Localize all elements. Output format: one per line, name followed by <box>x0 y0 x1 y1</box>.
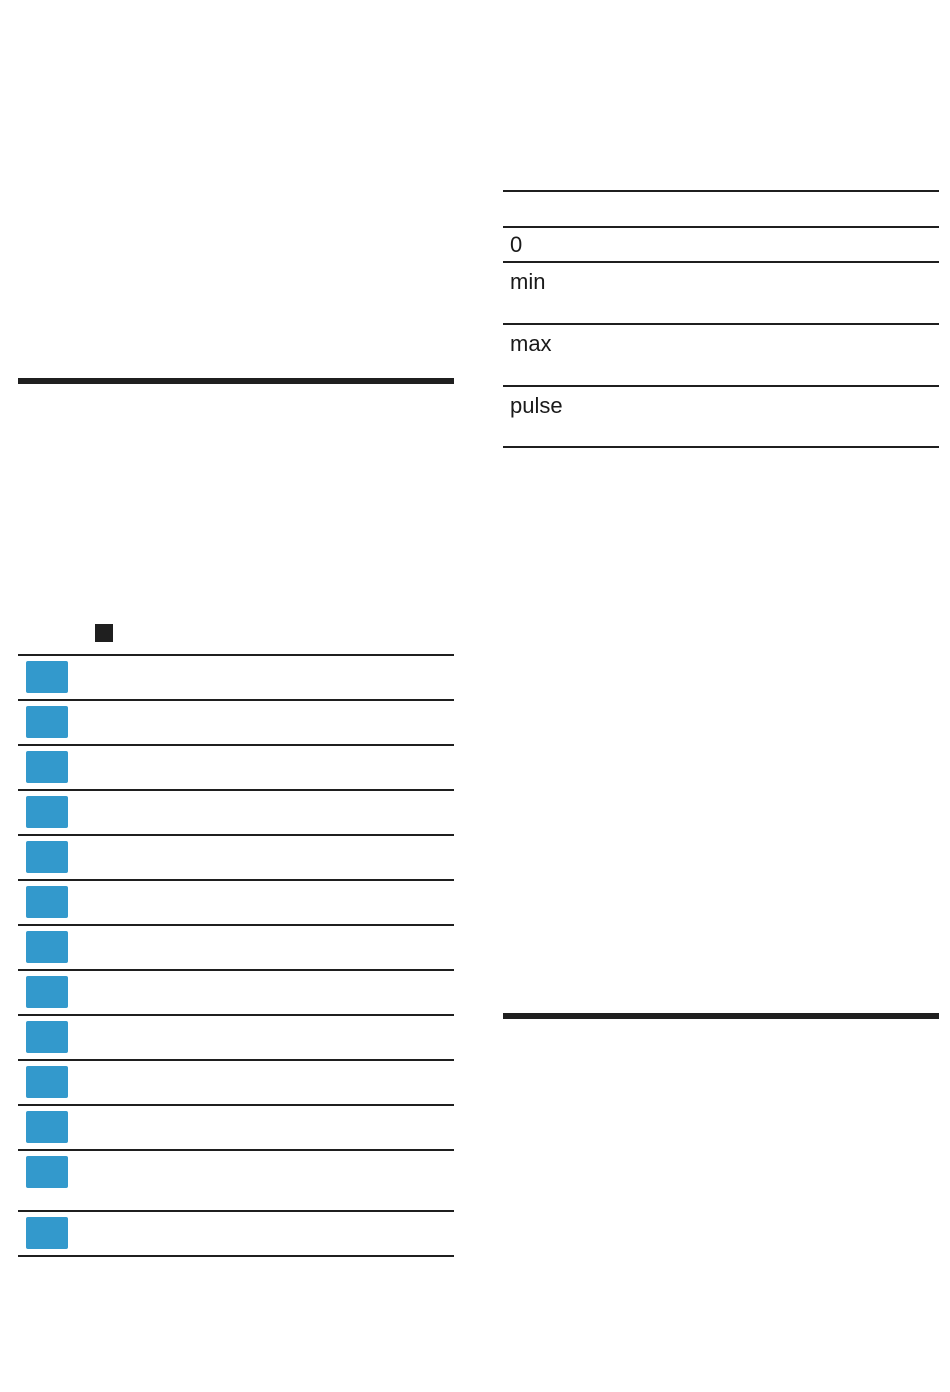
item-number-badge <box>26 931 68 963</box>
table-row <box>503 228 939 263</box>
speed-settings-table <box>503 190 939 448</box>
parts-table <box>18 656 454 1257</box>
table-row <box>18 1151 454 1212</box>
item-number-badge <box>26 886 68 918</box>
table-row <box>18 1212 454 1257</box>
item-number-badge <box>26 706 68 738</box>
table-row <box>18 881 454 926</box>
table-row <box>18 746 454 791</box>
item-number-badge <box>26 841 68 873</box>
item-number-badge <box>26 1021 68 1053</box>
item-number-badge <box>26 751 68 783</box>
item-number-badge <box>26 661 68 693</box>
table-row <box>18 656 454 701</box>
item-number-badge <box>26 1156 68 1188</box>
parts-table-header <box>18 620 454 656</box>
table-row <box>18 836 454 881</box>
square-marker-icon <box>95 624 113 642</box>
section-divider-left <box>18 378 454 384</box>
table-row <box>503 263 939 325</box>
table-row <box>18 1106 454 1151</box>
item-number-badge <box>26 1066 68 1098</box>
item-number-badge <box>26 976 68 1008</box>
section-divider-right <box>503 1013 939 1019</box>
item-number-badge <box>26 1111 68 1143</box>
table-row <box>18 926 454 971</box>
table-row <box>18 1016 454 1061</box>
table-row <box>503 325 939 387</box>
table-header-row <box>503 190 939 228</box>
speed-setting-label: 0 <box>510 232 523 257</box>
speed-setting-label: max <box>510 331 552 356</box>
speed-setting-label: pulse <box>510 393 563 418</box>
item-number-badge <box>26 1217 68 1249</box>
table-row <box>503 387 939 448</box>
speed-setting-label: min <box>510 269 546 294</box>
table-row <box>18 1061 454 1106</box>
table-row <box>18 701 454 746</box>
table-row <box>18 971 454 1016</box>
table-row <box>18 791 454 836</box>
item-number-badge <box>26 796 68 828</box>
